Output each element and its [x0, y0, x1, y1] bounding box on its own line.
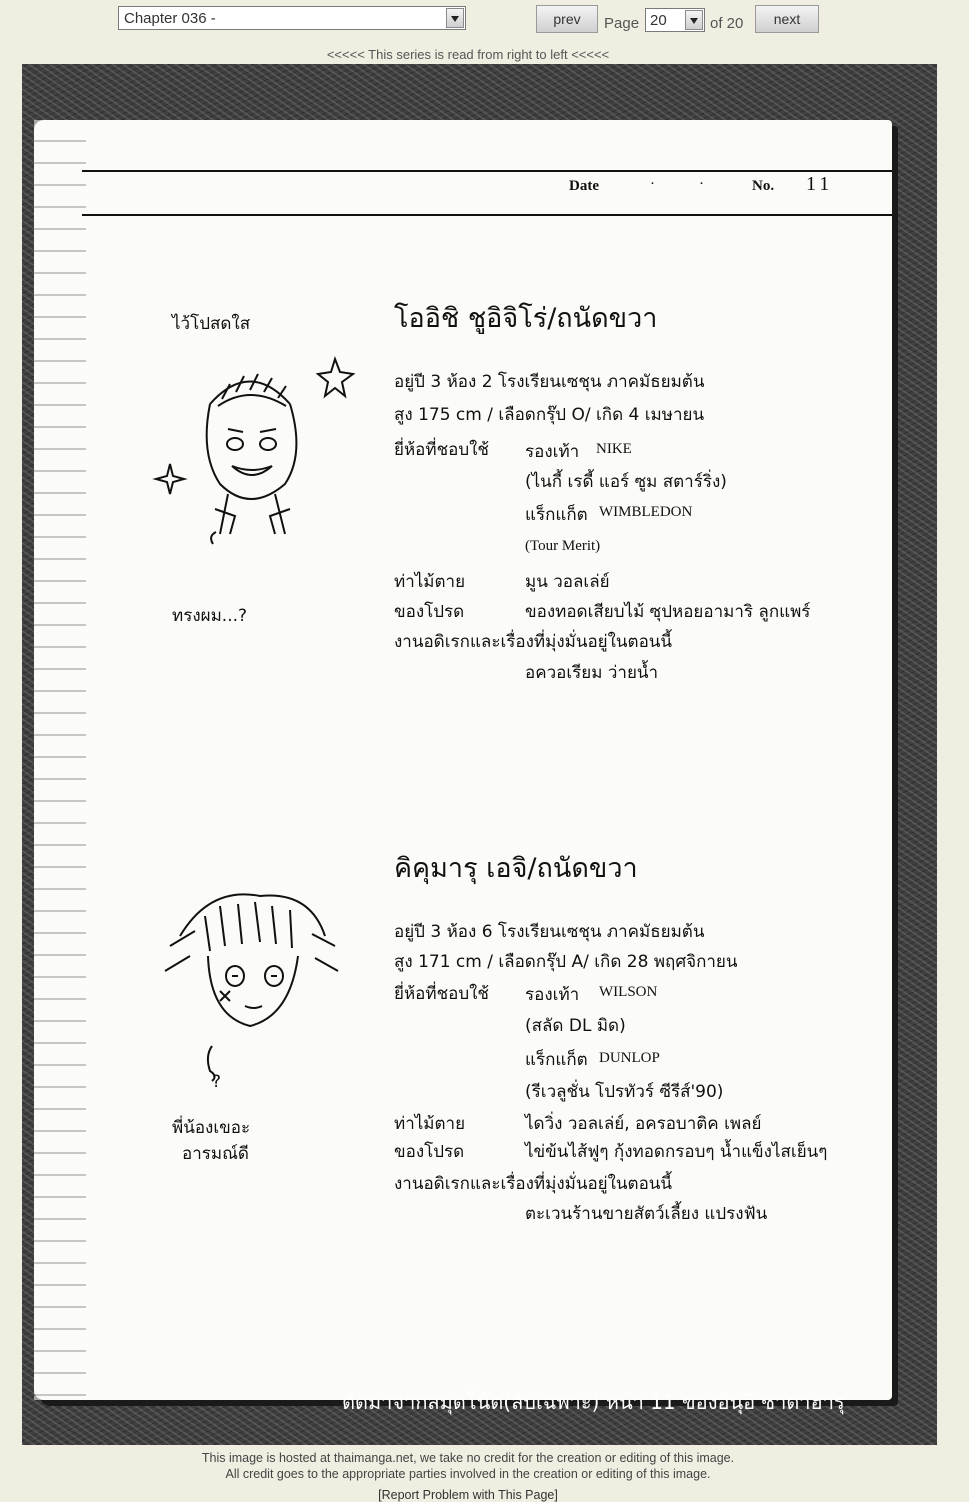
- profile1-caption: ไว้โปสดใส: [172, 314, 251, 334]
- page-total-label: of 20: [710, 15, 744, 32]
- profile2-racket-label: แร็กแก็ต: [525, 1050, 588, 1070]
- report-problem-link[interactable]: [Report Problem with This Page]: [378, 1488, 558, 1502]
- profile1-hobby-value: อควอเรียม ว่ายน้ำ: [525, 663, 659, 683]
- profile2-shoe-model: (สลัด DL มิด): [525, 1016, 626, 1036]
- profile2-shoe-brand: WILSON: [599, 984, 658, 1000]
- kikumaru-portrait: [150, 876, 350, 1096]
- profile1-shoe-label: รองเท้า: [525, 442, 580, 462]
- profile1-hair-note: ทรงผม...?: [172, 606, 248, 626]
- page-footer-caption: ตัดมาจากสมุดโน้ต(ลับเฉพาะ) หน้า 11 ของอินุอิ ซาดาฮารุ: [342, 1390, 845, 1414]
- number-label: No.: [752, 178, 775, 194]
- next-button[interactable]: next: [755, 5, 819, 33]
- profile1-height-blood-birthday: สูง 175 cm / เลือดกรุ๊ป O/ เกิด 4 เมษายน: [394, 405, 705, 425]
- date-label: Date: [569, 178, 599, 194]
- profile2-height-blood-birthday: สูง 171 cm / เลือดกรุ๊ป A/ เกิด 28 พฤศจิกายน: [394, 952, 738, 972]
- profile2-class: อยู่ปี 3 ห้อง 6 โรงเรียนเซชุน ภาคมัธยมต้น: [394, 922, 705, 942]
- chevron-down-icon[interactable]: [446, 8, 464, 28]
- hosting-credit-line-1: This image is hosted at thaimanga.net, we take no credit for the creation or editing of this image.: [201, 1451, 735, 1465]
- profile2-brand-label: ยี่ห้อที่ชอบใช้: [394, 984, 489, 1004]
- profile2-caption-1: พี่น้องเขอะ: [172, 1118, 251, 1138]
- profile2-shoe-label: รองเท้า: [525, 985, 580, 1005]
- profile1-hobby-label: งานอดิเรกและเรื่องที่มุ่งมั่นอยู่ในตอนนี้: [394, 632, 673, 652]
- profile1-racket-brand: WIMBLEDON: [599, 504, 693, 520]
- prev-button[interactable]: prev: [536, 5, 598, 33]
- header-rule: [82, 170, 892, 172]
- chapter-select-value: Chapter 036 -: [124, 10, 216, 27]
- oishi-portrait: [140, 344, 360, 554]
- profile1-brand-label: ยี่ห้อที่ชอบใช้: [394, 440, 489, 460]
- profile1-special-value: มูน วอลเล่ย์: [525, 572, 610, 592]
- profile1-shoe-brand: NIKE: [596, 441, 632, 457]
- page-label: Page: [604, 15, 640, 32]
- profile2-fav-value: ไข่ข้นไส้ฟูๆ กุ้งทอดกรอบๆ น้ำแข็งไสเย็นๆ: [525, 1142, 828, 1162]
- profile2-name: คิคุมารุ เอจิ/ถนัดขวา: [394, 853, 638, 884]
- profile1-fav-label: ของโปรด: [394, 602, 465, 622]
- profile2-special-label: ท่าไม้ตาย: [394, 1114, 466, 1134]
- profile1-shoe-model: (ไนกี้ เรดี้ แอร์ ซูม สตาร์ริ่ง): [525, 472, 727, 492]
- reader-nav-bar: [0, 0, 969, 64]
- profile2-special-value: ไดวิ่ง วอลเล่ย์, อครอบาติค เพลย์: [525, 1114, 762, 1134]
- profile2-racket-model: (รีเวลูชั่น โปรทัวร์ ซีรีส์'90): [525, 1082, 724, 1102]
- profile2-hobby-label: งานอดิเรกและเรื่องที่มุ่งมั่นอยู่ในตอนนี้: [394, 1174, 673, 1194]
- manga-page-image[interactable]: [22, 64, 937, 1445]
- notebook-spine: [34, 120, 86, 1400]
- page-select[interactable]: [645, 8, 705, 32]
- hosting-credit-line-2: All credit goes to the appropriate parties involved in the creation or editing of this image.: [225, 1467, 711, 1481]
- profile1-special-label: ท่าไม้ตาย: [394, 572, 466, 592]
- profile2-racket-brand: DUNLOP: [599, 1050, 660, 1066]
- profile1-racket-label: แร็กแก็ต: [525, 505, 588, 525]
- date-dots: ··: [650, 176, 748, 192]
- page-number: 11: [806, 173, 834, 195]
- page-select-value: 20: [650, 12, 667, 29]
- chapter-select[interactable]: [118, 6, 466, 30]
- profile1-name: โออิชิ ชูอิจิโร่/ถนัดขวา: [394, 303, 658, 334]
- chevron-down-icon[interactable]: [685, 10, 703, 30]
- profile2-caption-2: อารมณ์ดี: [182, 1144, 249, 1164]
- profile2-hobby-value: ตะเวนร้านขายสัตว์เลี้ยง แปรงฟัน: [525, 1204, 768, 1224]
- reading-direction-note: <<<<< This series is read from right to left <<<<<: [326, 47, 610, 62]
- profile1-fav-value: ของทอดเสียบไม้ ซุปหอยอามาริ ลูกแพร์: [525, 602, 811, 622]
- profile1-racket-model: (Tour Merit): [525, 538, 601, 554]
- profile2-fav-label: ของโปรด: [394, 1142, 465, 1162]
- profile1-class: อยู่ปี 3 ห้อง 2 โรงเรียนเซชุน ภาคมัธยมต้น: [394, 372, 705, 392]
- date-rule: [82, 214, 892, 216]
- profile2-question-mark: ?: [212, 1072, 222, 1092]
